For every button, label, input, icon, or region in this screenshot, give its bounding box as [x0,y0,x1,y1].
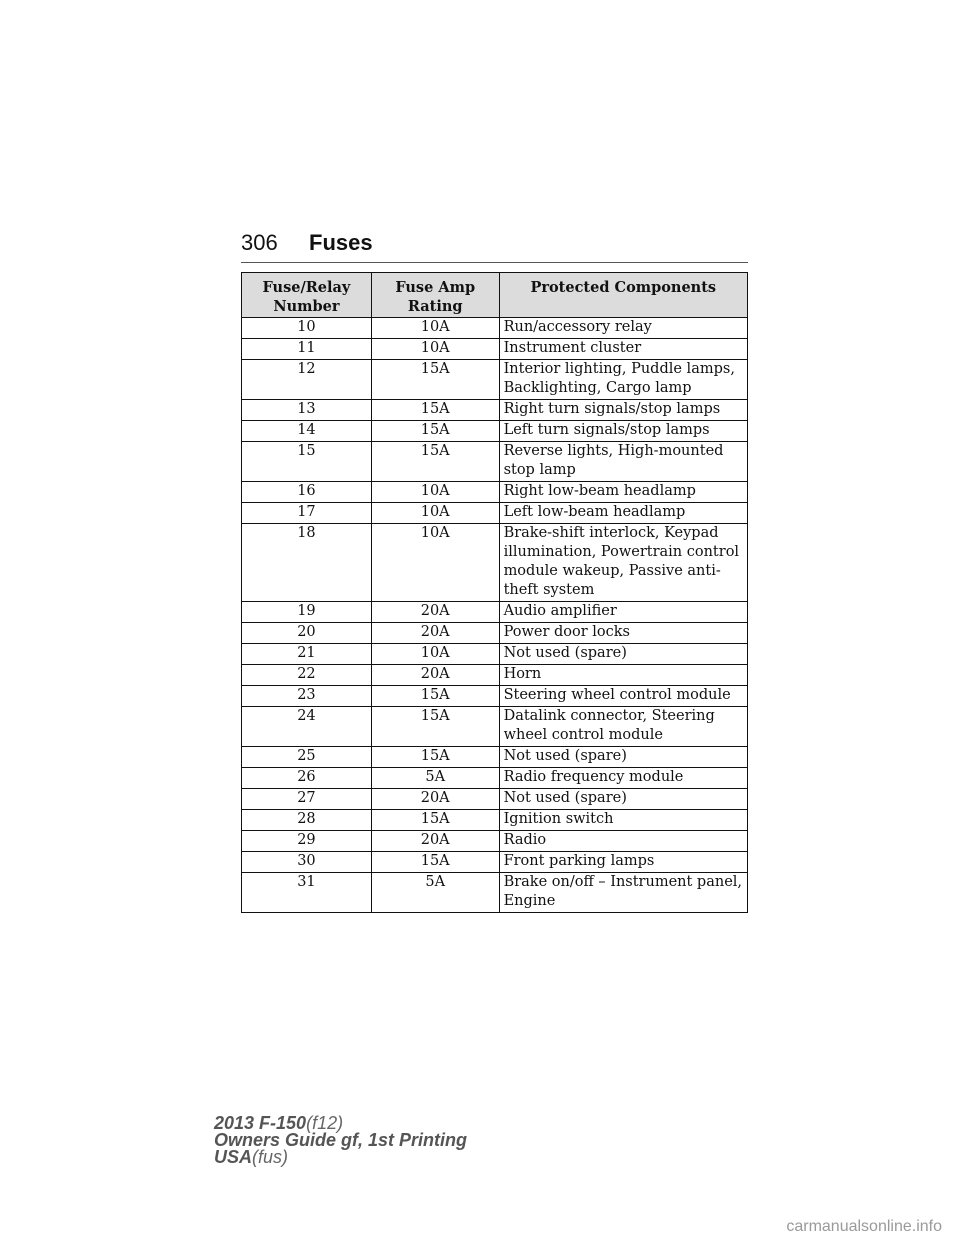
fuse-number-cell: 21 [242,644,372,665]
footer-guide: Owners Guide gf, 1st Printing [214,1130,468,1150]
watermark-text: carmanualsonline.info [786,1218,942,1235]
footer-region-code: (fus) [252,1147,289,1167]
table-row [242,623,748,644]
table-row [242,873,748,913]
fuse-number-cell: 23 [242,686,372,707]
protected-component-cell: Not used (spare) [499,789,747,810]
amp-rating-cell: 20A [371,665,499,686]
fuse-number-cell: 17 [242,503,372,524]
amp-rating-cell: 15A [371,747,499,768]
column-header-rating: Fuse Amp Rating [371,273,499,318]
protected-component-cell: Brake-shift interlock, Keypad illumination, Powertrain control module wakeup, Passive anti-theft system [499,524,747,602]
amp-rating-cell: 10A [371,339,499,360]
protected-component-cell: Right turn signals/stop lamps [499,400,747,421]
fuse-number-cell: 14 [242,421,372,442]
protected-component-cell: Ignition switch [499,810,747,831]
amp-rating-cell: 15A [371,686,499,707]
table-row [242,360,748,400]
amp-rating-cell: 15A [371,421,499,442]
fuse-number-cell: 24 [242,707,372,747]
protected-component-cell: Instrument cluster [499,339,747,360]
protected-component-cell: Steering wheel control module [499,686,747,707]
amp-rating-cell: 5A [371,768,499,789]
table-header-row [242,273,748,318]
protected-component-cell: Interior lighting, Puddle lamps, Backlighting, Cargo lamp [499,360,747,400]
amp-rating-cell: 20A [371,831,499,852]
fuse-table [241,272,748,913]
protected-component-cell: Not used (spare) [499,747,747,768]
table-row [242,686,748,707]
protected-component-cell: Radio [499,831,747,852]
table-body [242,318,748,913]
fuse-number-cell: 31 [242,873,372,913]
protected-component-cell: Run/accessory relay [499,318,747,339]
fuse-number-cell: 28 [242,810,372,831]
table-row [242,503,748,524]
fuse-number-cell: 15 [242,442,372,482]
protected-component-cell: Left turn signals/stop lamps [499,421,747,442]
protected-component-cell: Audio amplifier [499,602,747,623]
amp-rating-cell: 15A [371,400,499,421]
fuse-number-cell: 16 [242,482,372,503]
table-row [242,831,748,852]
table-row [242,789,748,810]
table-row [242,339,748,360]
table-row [242,400,748,421]
amp-rating-cell: 20A [371,789,499,810]
protected-component-cell: Radio frequency module [499,768,747,789]
footer-model-code: (f12) [306,1113,344,1133]
fuse-number-cell: 18 [242,524,372,602]
amp-rating-cell: 5A [371,873,499,913]
amp-rating-cell: 10A [371,482,499,503]
fuse-number-cell: 20 [242,623,372,644]
fuse-number-cell: 19 [242,602,372,623]
protected-component-cell: Not used (spare) [499,644,747,665]
section-title: Fuses [309,230,373,255]
fuse-number-cell: 27 [242,789,372,810]
fuse-number-cell: 22 [242,665,372,686]
table-row [242,602,748,623]
table-row [242,768,748,789]
protected-component-cell: Front parking lamps [499,852,747,873]
table-row [242,482,748,503]
table-row [242,644,748,665]
column-header-number: Fuse/Relay Number [242,273,372,318]
amp-rating-cell: 10A [371,503,499,524]
table-row [242,524,748,602]
table-row [242,747,748,768]
protected-component-cell: Horn [499,665,747,686]
fuse-number-cell: 11 [242,339,372,360]
table-row [242,707,748,747]
amp-rating-cell: 15A [371,707,499,747]
table-row [242,852,748,873]
footer-model: 2013 F-150 [214,1113,307,1133]
table-row [242,665,748,686]
amp-rating-cell: 20A [371,623,499,644]
amp-rating-cell: 15A [371,852,499,873]
table-row [242,810,748,831]
protected-component-cell: Reverse lights, High-mounted stop lamp [499,442,747,482]
page-header [241,228,748,263]
fuse-number-cell: 30 [242,852,372,873]
fuse-number-cell: 26 [242,768,372,789]
page-number: 306 [241,230,278,255]
protected-component-cell: Right low-beam headlamp [499,482,747,503]
fuse-number-cell: 29 [242,831,372,852]
amp-rating-cell: 15A [371,442,499,482]
protected-component-cell: Datalink connector, Steering wheel control module [499,707,747,747]
fuse-number-cell: 25 [242,747,372,768]
table-row [242,318,748,339]
amp-rating-cell: 15A [371,810,499,831]
table-row [242,442,748,482]
fuse-number-cell: 10 [242,318,372,339]
amp-rating-cell: 10A [371,644,499,665]
fuse-number-cell: 13 [242,400,372,421]
column-header-components: Protected Components [499,273,747,318]
amp-rating-cell: 15A [371,360,499,400]
protected-component-cell: Power door locks [499,623,747,644]
protected-component-cell: Brake on/off – Instrument panel, Engine [499,873,747,913]
amp-rating-cell: 10A [371,524,499,602]
amp-rating-cell: 20A [371,602,499,623]
footer-region: USA [214,1147,253,1167]
fuse-number-cell: 12 [242,360,372,400]
amp-rating-cell: 10A [371,318,499,339]
protected-component-cell: Left low-beam headlamp [499,503,747,524]
table-row [242,421,748,442]
document-footer [214,1115,467,1166]
